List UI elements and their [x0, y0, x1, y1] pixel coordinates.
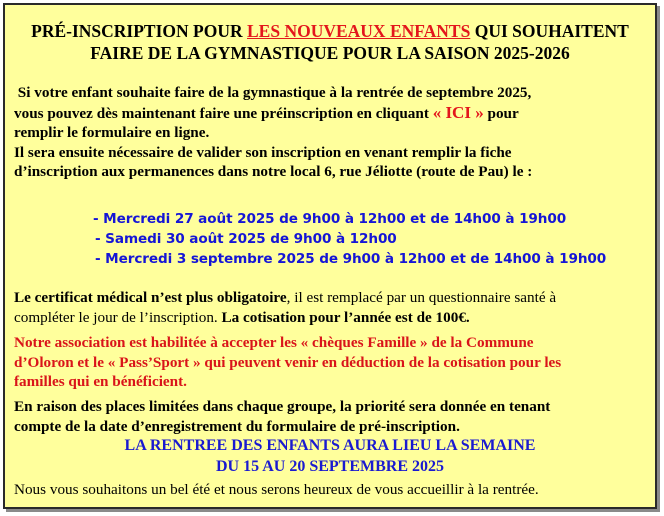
places-line-1: En raison des places limitées dans chaque groupe, la priorité sera donnée en tenant [14, 398, 551, 415]
intro-line-2-after: pour [483, 104, 519, 122]
date-item: - Mercredi 27 août 2025 de 9h00 à 12h00 et de 14h00 à 19h00 [93, 211, 567, 227]
association-line-2: d’Oloron et le « Pass’Sport » qui peuvent venir en déduction de la cotisation pour les [14, 353, 562, 371]
announcement-panel [3, 3, 657, 509]
title-line-2: FAIRE DE LA GYMNASTIQUE POUR LA SAISON 2025-2026 [90, 43, 570, 63]
certificat-line-2 [14, 308, 654, 328]
intro-line-3: remplir le formulaire en ligne. [14, 124, 210, 141]
title-highlight: LES NOUVEAUX ENFANTS [247, 21, 471, 41]
title-line-1 [5, 20, 655, 42]
certificat-rest: , il est remplacé par un questionnaire santé à [286, 289, 557, 306]
certificat-line-2-text: compléter le jour de l’inscription. [14, 308, 222, 326]
certificat-paragraph [14, 288, 654, 327]
places-paragraph [14, 397, 654, 436]
certificat-line-1 [14, 288, 654, 308]
intro-paragraph [14, 83, 654, 182]
closing-message: Nous vous souhaitons un bel été et nous serons heureux de vous accueillir à la rentrée. [14, 481, 539, 498]
intro-line-1: Si votre enfant souhaite faire de la gymnastique à la rentrée de septembre 2025, [14, 84, 532, 101]
ici-link[interactable]: « ICI » [432, 102, 484, 122]
certificat-bold: Le certificat médical n’est plus obligatoire [14, 289, 287, 306]
permanence-dates [93, 209, 606, 269]
intro-line-2-before: vous pouvez dès maintenant faire une préinscription en cliquant [14, 104, 433, 122]
association-line-1: Notre association est habilitée à accepter les « chèques Famille » de la Commune [14, 334, 534, 351]
date-item: - Samedi 30 août 2025 de 9h00 à 12h00 [95, 231, 397, 247]
intro-line-4: Il sera ensuite nécessaire de valider son inscription en venant remplir la fiche [14, 143, 512, 161]
rentree-line-2: DU 15 AU 20 SEPTEMBRE 2025 [215, 458, 445, 475]
intro-line-5: d’inscription aux permanences dans notre local 6, rue Jéliotte (route de Pau) le : [14, 163, 533, 180]
date-item: - Mercredi 3 septembre 2025 de 9h00 à 12h00 et de 14h00 à 19h00 [95, 251, 607, 267]
association-line-3: familles qui en bénéficient. [14, 373, 187, 390]
page-title [5, 20, 655, 64]
rentree-line-1: LA RENTREE DES ENFANTS AURA LIEU LA SEMAINE [124, 437, 536, 454]
places-line-2: compte de la date d’enregistrement du formulaire de pré-inscription. [14, 417, 460, 435]
title-prefix: PRÉ-INSCRIPTION POUR [31, 21, 247, 41]
rentree-heading [5, 435, 655, 477]
title-suffix: QUI SOUHAITENT [470, 21, 629, 41]
association-paragraph [14, 333, 654, 392]
cotisation-amount: La cotisation pour l’année est de 100€. [221, 308, 470, 326]
intro-line-2 [14, 103, 654, 124]
